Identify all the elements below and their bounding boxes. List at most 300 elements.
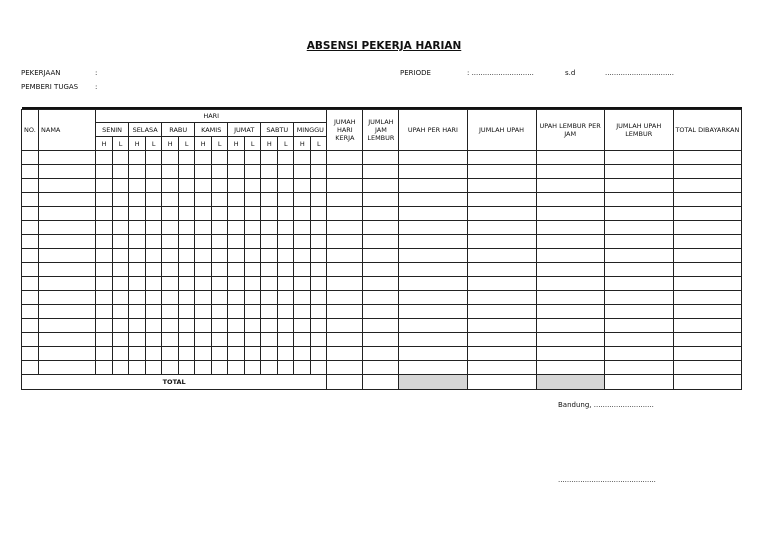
table-cell[interactable] bbox=[228, 277, 245, 291]
table-cell[interactable] bbox=[129, 151, 146, 165]
table-cell[interactable] bbox=[162, 193, 179, 207]
table-cell[interactable] bbox=[673, 193, 741, 207]
table-cell[interactable] bbox=[212, 291, 228, 305]
table-cell[interactable] bbox=[96, 347, 113, 361]
total-cell[interactable] bbox=[604, 375, 673, 390]
table-cell[interactable] bbox=[278, 221, 294, 235]
table-cell[interactable] bbox=[399, 207, 467, 221]
table-cell[interactable] bbox=[113, 263, 129, 277]
table-cell[interactable] bbox=[22, 361, 39, 375]
table-cell[interactable] bbox=[327, 151, 363, 165]
table-cell[interactable] bbox=[195, 263, 212, 277]
table-cell[interactable] bbox=[146, 249, 162, 263]
table-cell[interactable] bbox=[179, 207, 195, 221]
table-cell[interactable] bbox=[294, 347, 311, 361]
table-cell[interactable] bbox=[327, 235, 363, 249]
table-cell[interactable] bbox=[673, 221, 741, 235]
table-cell[interactable] bbox=[245, 207, 261, 221]
table-cell[interactable] bbox=[294, 235, 311, 249]
table-cell[interactable] bbox=[22, 151, 39, 165]
table-cell[interactable] bbox=[195, 151, 212, 165]
table-cell[interactable] bbox=[311, 347, 327, 361]
table-cell[interactable] bbox=[261, 249, 278, 263]
table-cell[interactable] bbox=[399, 333, 467, 347]
table-cell[interactable] bbox=[146, 151, 162, 165]
table-cell[interactable] bbox=[212, 277, 228, 291]
table-cell[interactable] bbox=[113, 179, 129, 193]
table-cell[interactable] bbox=[261, 179, 278, 193]
table-cell[interactable] bbox=[278, 179, 294, 193]
table-cell[interactable] bbox=[363, 235, 399, 249]
table-cell[interactable] bbox=[146, 361, 162, 375]
table-cell[interactable] bbox=[228, 235, 245, 249]
table-cell[interactable] bbox=[294, 207, 311, 221]
table-cell[interactable] bbox=[327, 179, 363, 193]
table-cell[interactable] bbox=[311, 263, 327, 277]
table-cell[interactable] bbox=[261, 235, 278, 249]
table-cell[interactable] bbox=[278, 165, 294, 179]
table-cell[interactable] bbox=[604, 151, 673, 165]
table-cell[interactable] bbox=[399, 291, 467, 305]
table-cell[interactable] bbox=[113, 193, 129, 207]
table-cell[interactable] bbox=[22, 305, 39, 319]
table-cell[interactable] bbox=[129, 291, 146, 305]
table-cell[interactable] bbox=[363, 263, 399, 277]
table-cell[interactable] bbox=[195, 165, 212, 179]
table-cell[interactable] bbox=[162, 361, 179, 375]
table-cell[interactable] bbox=[399, 221, 467, 235]
table-cell[interactable] bbox=[399, 249, 467, 263]
table-cell[interactable] bbox=[278, 193, 294, 207]
table-cell[interactable] bbox=[245, 235, 261, 249]
table-cell[interactable] bbox=[673, 291, 741, 305]
table-cell[interactable] bbox=[113, 347, 129, 361]
table-cell[interactable] bbox=[399, 305, 467, 319]
table-cell[interactable] bbox=[179, 277, 195, 291]
table-cell[interactable] bbox=[22, 165, 39, 179]
table-cell[interactable] bbox=[673, 179, 741, 193]
table-cell[interactable] bbox=[467, 277, 536, 291]
table-cell[interactable] bbox=[327, 193, 363, 207]
table-cell[interactable] bbox=[162, 277, 179, 291]
table-cell[interactable] bbox=[536, 305, 604, 319]
table-cell[interactable] bbox=[294, 333, 311, 347]
table-cell[interactable] bbox=[162, 221, 179, 235]
table-cell[interactable] bbox=[604, 361, 673, 375]
table-cell[interactable] bbox=[129, 361, 146, 375]
table-cell[interactable] bbox=[212, 249, 228, 263]
table-cell[interactable] bbox=[195, 319, 212, 333]
table-cell[interactable] bbox=[399, 277, 467, 291]
table-cell[interactable] bbox=[113, 151, 129, 165]
table-cell[interactable] bbox=[604, 165, 673, 179]
table-cell[interactable] bbox=[113, 221, 129, 235]
table-cell[interactable] bbox=[363, 319, 399, 333]
table-cell[interactable] bbox=[604, 207, 673, 221]
table-cell[interactable] bbox=[278, 151, 294, 165]
total-cell[interactable] bbox=[467, 375, 536, 390]
table-cell[interactable] bbox=[212, 193, 228, 207]
table-cell[interactable] bbox=[22, 249, 39, 263]
table-cell[interactable] bbox=[129, 165, 146, 179]
table-cell[interactable] bbox=[536, 207, 604, 221]
table-cell[interactable] bbox=[261, 291, 278, 305]
table-cell[interactable] bbox=[162, 151, 179, 165]
table-cell[interactable] bbox=[604, 179, 673, 193]
table-cell[interactable] bbox=[261, 333, 278, 347]
table-cell[interactable] bbox=[129, 207, 146, 221]
table-cell[interactable] bbox=[327, 361, 363, 375]
table-cell[interactable] bbox=[146, 277, 162, 291]
table-cell[interactable] bbox=[399, 319, 467, 333]
table-cell[interactable] bbox=[467, 221, 536, 235]
table-cell[interactable] bbox=[327, 333, 363, 347]
table-cell[interactable] bbox=[278, 333, 294, 347]
table-cell[interactable] bbox=[212, 263, 228, 277]
table-cell[interactable] bbox=[467, 319, 536, 333]
table-cell[interactable] bbox=[212, 361, 228, 375]
table-cell[interactable] bbox=[162, 249, 179, 263]
table-cell[interactable] bbox=[113, 319, 129, 333]
table-cell[interactable] bbox=[536, 235, 604, 249]
table-cell[interactable] bbox=[228, 291, 245, 305]
table-cell[interactable] bbox=[96, 249, 113, 263]
table-cell[interactable] bbox=[96, 179, 113, 193]
table-cell[interactable] bbox=[311, 361, 327, 375]
table-cell[interactable] bbox=[162, 235, 179, 249]
table-cell[interactable] bbox=[399, 361, 467, 375]
table-cell[interactable] bbox=[311, 151, 327, 165]
table-cell[interactable] bbox=[294, 263, 311, 277]
table-cell[interactable] bbox=[22, 235, 39, 249]
table-cell[interactable] bbox=[195, 221, 212, 235]
table-cell[interactable] bbox=[113, 277, 129, 291]
table-cell[interactable] bbox=[245, 291, 261, 305]
table-cell[interactable] bbox=[113, 291, 129, 305]
table-cell[interactable] bbox=[146, 221, 162, 235]
table-cell[interactable] bbox=[311, 165, 327, 179]
table-cell[interactable] bbox=[399, 179, 467, 193]
table-cell[interactable] bbox=[212, 305, 228, 319]
table-cell[interactable] bbox=[673, 207, 741, 221]
table-cell[interactable] bbox=[261, 263, 278, 277]
table-cell[interactable] bbox=[179, 179, 195, 193]
table-cell[interactable] bbox=[327, 165, 363, 179]
table-cell[interactable] bbox=[311, 179, 327, 193]
table-cell[interactable] bbox=[467, 165, 536, 179]
table-cell[interactable] bbox=[467, 235, 536, 249]
table-cell[interactable] bbox=[536, 263, 604, 277]
table-cell[interactable] bbox=[212, 347, 228, 361]
table-cell[interactable] bbox=[278, 277, 294, 291]
table-cell[interactable] bbox=[327, 221, 363, 235]
table-cell[interactable] bbox=[311, 235, 327, 249]
total-cell[interactable] bbox=[399, 375, 467, 390]
table-cell[interactable] bbox=[363, 249, 399, 263]
table-cell[interactable] bbox=[604, 347, 673, 361]
table-cell[interactable] bbox=[467, 305, 536, 319]
table-cell[interactable] bbox=[39, 361, 96, 375]
table-cell[interactable] bbox=[96, 263, 113, 277]
table-cell[interactable] bbox=[212, 165, 228, 179]
table-cell[interactable] bbox=[113, 249, 129, 263]
table-cell[interactable] bbox=[212, 207, 228, 221]
table-cell[interactable] bbox=[39, 207, 96, 221]
table-cell[interactable] bbox=[162, 347, 179, 361]
table-cell[interactable] bbox=[245, 361, 261, 375]
table-cell[interactable] bbox=[96, 361, 113, 375]
table-cell[interactable] bbox=[536, 277, 604, 291]
table-cell[interactable] bbox=[278, 361, 294, 375]
table-cell[interactable] bbox=[245, 347, 261, 361]
table-cell[interactable] bbox=[129, 263, 146, 277]
table-cell[interactable] bbox=[673, 319, 741, 333]
table-cell[interactable] bbox=[294, 291, 311, 305]
table-cell[interactable] bbox=[22, 221, 39, 235]
table-cell[interactable] bbox=[113, 361, 129, 375]
table-cell[interactable] bbox=[22, 319, 39, 333]
table-cell[interactable] bbox=[179, 249, 195, 263]
table-cell[interactable] bbox=[96, 151, 113, 165]
table-cell[interactable] bbox=[245, 319, 261, 333]
table-cell[interactable] bbox=[245, 221, 261, 235]
table-cell[interactable] bbox=[467, 179, 536, 193]
table-cell[interactable] bbox=[146, 291, 162, 305]
total-cell[interactable] bbox=[536, 375, 604, 390]
table-cell[interactable] bbox=[327, 305, 363, 319]
table-cell[interactable] bbox=[363, 221, 399, 235]
table-cell[interactable] bbox=[467, 207, 536, 221]
table-cell[interactable] bbox=[39, 221, 96, 235]
table-cell[interactable] bbox=[363, 165, 399, 179]
table-cell[interactable] bbox=[261, 165, 278, 179]
table-cell[interactable] bbox=[245, 277, 261, 291]
table-cell[interactable] bbox=[162, 207, 179, 221]
table-cell[interactable] bbox=[39, 333, 96, 347]
table-cell[interactable] bbox=[179, 235, 195, 249]
table-cell[interactable] bbox=[536, 361, 604, 375]
table-cell[interactable] bbox=[399, 263, 467, 277]
table-cell[interactable] bbox=[536, 249, 604, 263]
table-cell[interactable] bbox=[294, 277, 311, 291]
table-cell[interactable] bbox=[39, 179, 96, 193]
table-cell[interactable] bbox=[673, 277, 741, 291]
table-cell[interactable] bbox=[39, 347, 96, 361]
table-cell[interactable] bbox=[294, 221, 311, 235]
table-cell[interactable] bbox=[129, 277, 146, 291]
table-cell[interactable] bbox=[129, 179, 146, 193]
table-cell[interactable] bbox=[179, 333, 195, 347]
table-cell[interactable] bbox=[604, 221, 673, 235]
table-cell[interactable] bbox=[673, 305, 741, 319]
table-cell[interactable] bbox=[162, 291, 179, 305]
table-cell[interactable] bbox=[363, 291, 399, 305]
table-cell[interactable] bbox=[96, 193, 113, 207]
table-cell[interactable] bbox=[245, 165, 261, 179]
table-cell[interactable] bbox=[228, 263, 245, 277]
table-cell[interactable] bbox=[311, 249, 327, 263]
table-cell[interactable] bbox=[673, 165, 741, 179]
table-cell[interactable] bbox=[113, 333, 129, 347]
table-cell[interactable] bbox=[146, 165, 162, 179]
table-cell[interactable] bbox=[278, 249, 294, 263]
table-cell[interactable] bbox=[146, 347, 162, 361]
table-cell[interactable] bbox=[96, 235, 113, 249]
table-cell[interactable] bbox=[162, 333, 179, 347]
table-cell[interactable] bbox=[146, 263, 162, 277]
table-cell[interactable] bbox=[363, 179, 399, 193]
table-cell[interactable] bbox=[129, 193, 146, 207]
table-cell[interactable] bbox=[278, 305, 294, 319]
table-cell[interactable] bbox=[363, 361, 399, 375]
table-cell[interactable] bbox=[467, 249, 536, 263]
table-cell[interactable] bbox=[179, 291, 195, 305]
table-cell[interactable] bbox=[22, 333, 39, 347]
table-cell[interactable] bbox=[311, 207, 327, 221]
table-cell[interactable] bbox=[536, 165, 604, 179]
table-cell[interactable] bbox=[22, 263, 39, 277]
table-cell[interactable] bbox=[146, 207, 162, 221]
table-cell[interactable] bbox=[162, 263, 179, 277]
table-cell[interactable] bbox=[467, 263, 536, 277]
table-cell[interactable] bbox=[278, 319, 294, 333]
table-cell[interactable] bbox=[536, 193, 604, 207]
table-cell[interactable] bbox=[212, 333, 228, 347]
table-cell[interactable] bbox=[673, 151, 741, 165]
table-cell[interactable] bbox=[278, 347, 294, 361]
table-cell[interactable] bbox=[261, 221, 278, 235]
table-cell[interactable] bbox=[311, 333, 327, 347]
table-cell[interactable] bbox=[129, 235, 146, 249]
table-cell[interactable] bbox=[195, 347, 212, 361]
table-cell[interactable] bbox=[96, 277, 113, 291]
table-cell[interactable] bbox=[245, 305, 261, 319]
table-cell[interactable] bbox=[228, 305, 245, 319]
table-cell[interactable] bbox=[228, 207, 245, 221]
table-cell[interactable] bbox=[162, 179, 179, 193]
table-cell[interactable] bbox=[179, 305, 195, 319]
table-cell[interactable] bbox=[245, 263, 261, 277]
table-cell[interactable] bbox=[179, 347, 195, 361]
table-cell[interactable] bbox=[536, 221, 604, 235]
table-cell[interactable] bbox=[212, 179, 228, 193]
table-cell[interactable] bbox=[146, 333, 162, 347]
table-cell[interactable] bbox=[129, 305, 146, 319]
table-cell[interactable] bbox=[179, 165, 195, 179]
table-cell[interactable] bbox=[195, 193, 212, 207]
table-cell[interactable] bbox=[22, 347, 39, 361]
table-cell[interactable] bbox=[146, 235, 162, 249]
table-cell[interactable] bbox=[536, 291, 604, 305]
table-cell[interactable] bbox=[228, 319, 245, 333]
table-cell[interactable] bbox=[261, 151, 278, 165]
table-cell[interactable] bbox=[179, 151, 195, 165]
table-cell[interactable] bbox=[129, 319, 146, 333]
table-cell[interactable] bbox=[467, 193, 536, 207]
table-cell[interactable] bbox=[146, 179, 162, 193]
table-cell[interactable] bbox=[294, 193, 311, 207]
table-cell[interactable] bbox=[327, 249, 363, 263]
table-cell[interactable] bbox=[261, 305, 278, 319]
table-cell[interactable] bbox=[327, 319, 363, 333]
table-cell[interactable] bbox=[363, 151, 399, 165]
table-cell[interactable] bbox=[278, 291, 294, 305]
table-cell[interactable] bbox=[536, 151, 604, 165]
table-cell[interactable] bbox=[673, 333, 741, 347]
table-cell[interactable] bbox=[22, 277, 39, 291]
table-cell[interactable] bbox=[311, 291, 327, 305]
table-cell[interactable] bbox=[129, 249, 146, 263]
table-cell[interactable] bbox=[228, 151, 245, 165]
table-cell[interactable] bbox=[294, 361, 311, 375]
table-cell[interactable] bbox=[261, 319, 278, 333]
table-cell[interactable] bbox=[22, 207, 39, 221]
table-cell[interactable] bbox=[195, 305, 212, 319]
table-cell[interactable] bbox=[311, 319, 327, 333]
table-cell[interactable] bbox=[195, 249, 212, 263]
table-cell[interactable] bbox=[245, 333, 261, 347]
table-cell[interactable] bbox=[228, 333, 245, 347]
table-cell[interactable] bbox=[96, 319, 113, 333]
table-cell[interactable] bbox=[327, 263, 363, 277]
table-cell[interactable] bbox=[39, 277, 96, 291]
table-cell[interactable] bbox=[179, 319, 195, 333]
table-cell[interactable] bbox=[467, 151, 536, 165]
table-cell[interactable] bbox=[96, 291, 113, 305]
table-cell[interactable] bbox=[467, 361, 536, 375]
table-cell[interactable] bbox=[604, 291, 673, 305]
table-cell[interactable] bbox=[212, 235, 228, 249]
table-cell[interactable] bbox=[311, 221, 327, 235]
table-cell[interactable] bbox=[96, 207, 113, 221]
table-cell[interactable] bbox=[604, 249, 673, 263]
table-cell[interactable] bbox=[195, 333, 212, 347]
table-cell[interactable] bbox=[363, 333, 399, 347]
table-cell[interactable] bbox=[212, 319, 228, 333]
table-cell[interactable] bbox=[39, 151, 96, 165]
table-cell[interactable] bbox=[245, 151, 261, 165]
table-cell[interactable] bbox=[96, 333, 113, 347]
table-cell[interactable] bbox=[129, 347, 146, 361]
table-cell[interactable] bbox=[96, 165, 113, 179]
table-cell[interactable] bbox=[294, 165, 311, 179]
table-cell[interactable] bbox=[39, 235, 96, 249]
table-cell[interactable] bbox=[195, 179, 212, 193]
table-cell[interactable] bbox=[39, 305, 96, 319]
table-cell[interactable] bbox=[113, 305, 129, 319]
table-cell[interactable] bbox=[195, 277, 212, 291]
table-cell[interactable] bbox=[327, 207, 363, 221]
table-cell[interactable] bbox=[673, 249, 741, 263]
table-cell[interactable] bbox=[604, 193, 673, 207]
total-cell[interactable] bbox=[673, 375, 741, 390]
table-cell[interactable] bbox=[96, 221, 113, 235]
table-cell[interactable] bbox=[179, 263, 195, 277]
table-cell[interactable] bbox=[162, 165, 179, 179]
table-cell[interactable] bbox=[195, 291, 212, 305]
table-cell[interactable] bbox=[363, 193, 399, 207]
table-cell[interactable] bbox=[228, 165, 245, 179]
table-cell[interactable] bbox=[162, 305, 179, 319]
table-cell[interactable] bbox=[261, 277, 278, 291]
table-cell[interactable] bbox=[278, 235, 294, 249]
table-cell[interactable] bbox=[179, 361, 195, 375]
table-cell[interactable] bbox=[261, 207, 278, 221]
table-cell[interactable] bbox=[294, 249, 311, 263]
table-cell[interactable] bbox=[113, 235, 129, 249]
table-cell[interactable] bbox=[536, 333, 604, 347]
table-cell[interactable] bbox=[467, 347, 536, 361]
